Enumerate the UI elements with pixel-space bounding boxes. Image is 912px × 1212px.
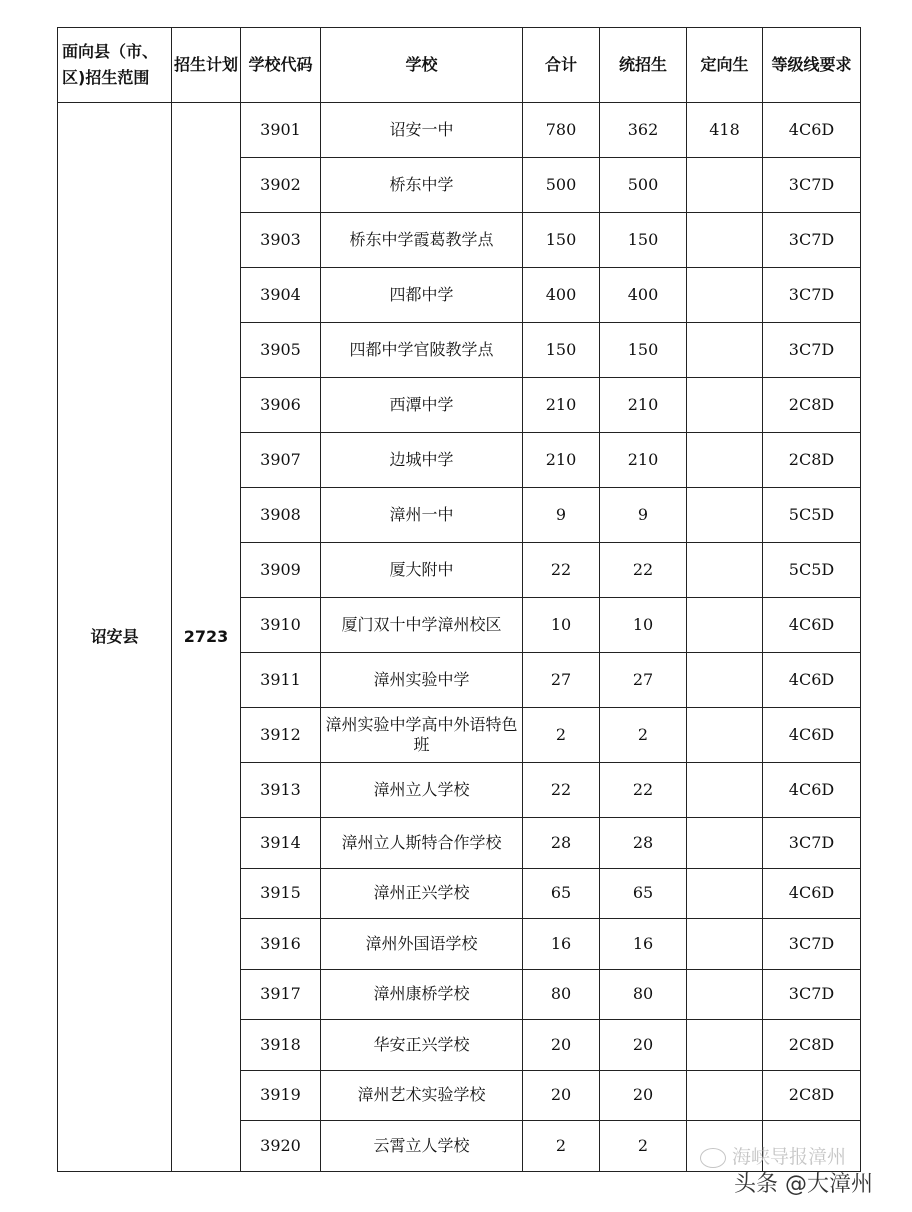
directed-cell (687, 868, 763, 919)
directed-cell (687, 378, 763, 433)
plan-cell: 2723 (172, 103, 241, 1172)
code-cell: 3904 (241, 268, 321, 323)
directed-cell (687, 488, 763, 543)
grade-cell: 3C7D (763, 213, 861, 268)
school-cell: 桥东中学 (321, 158, 523, 213)
total-cell: 80 (523, 969, 600, 1020)
school-cell: 桥东中学霞葛教学点 (321, 213, 523, 268)
code-cell: 3918 (241, 1020, 321, 1071)
header-grade: 等级线要求 (763, 28, 861, 103)
total-cell: 2 (523, 1121, 600, 1172)
unified-cell: 16 (600, 919, 687, 970)
grade-cell: 4C6D (763, 598, 861, 653)
table-row (58, 103, 861, 158)
unified-cell: 65 (600, 868, 687, 919)
school-cell: 边城中学 (321, 433, 523, 488)
directed-cell (687, 1020, 763, 1071)
directed-cell (687, 323, 763, 378)
watermark (700, 1146, 900, 1206)
code-cell: 3906 (241, 378, 321, 433)
wechat-icon (700, 1148, 726, 1168)
header-row (58, 28, 861, 103)
enrollment-table (57, 27, 861, 1172)
grade-cell: 4C6D (763, 868, 861, 919)
header-total: 合计 (523, 28, 600, 103)
grade-cell: 2C8D (763, 1070, 861, 1121)
directed-cell (687, 158, 763, 213)
directed-cell (687, 969, 763, 1020)
code-cell: 3909 (241, 543, 321, 598)
header-scope: 面向县（市、区)招生范围 (58, 28, 172, 103)
school-cell: 漳州艺术实验学校 (321, 1070, 523, 1121)
header-unified: 统招生 (600, 28, 687, 103)
grade-cell: 4C6D (763, 708, 861, 763)
grade-cell: 5C5D (763, 543, 861, 598)
code-cell: 3902 (241, 158, 321, 213)
directed-cell (687, 543, 763, 598)
total-cell: 210 (523, 433, 600, 488)
directed-cell (687, 818, 763, 869)
school-cell: 漳州立人斯特合作学校 (321, 818, 523, 869)
total-cell: 150 (523, 213, 600, 268)
grade-cell: 2C8D (763, 378, 861, 433)
watermark-front: 头条 @大漳州 (734, 1172, 873, 1197)
total-cell: 210 (523, 378, 600, 433)
unified-cell: 2 (600, 1121, 687, 1172)
school-cell: 诏安一中 (321, 103, 523, 158)
grade-cell: 5C5D (763, 488, 861, 543)
directed-cell (687, 1070, 763, 1121)
total-cell: 28 (523, 818, 600, 869)
grade-cell: 2C8D (763, 433, 861, 488)
unified-cell: 10 (600, 598, 687, 653)
grade-cell: 3C7D (763, 323, 861, 378)
grade-cell: 3C7D (763, 158, 861, 213)
total-cell: 16 (523, 919, 600, 970)
unified-cell: 22 (600, 543, 687, 598)
watermark-back: 海峡导报漳州 (732, 1146, 847, 1168)
code-cell: 3905 (241, 323, 321, 378)
directed-cell (687, 213, 763, 268)
grade-cell: 3C7D (763, 818, 861, 869)
school-cell: 漳州一中 (321, 488, 523, 543)
unified-cell: 150 (600, 323, 687, 378)
directed-cell (687, 598, 763, 653)
unified-cell: 210 (600, 433, 687, 488)
total-cell: 65 (523, 868, 600, 919)
unified-cell: 20 (600, 1020, 687, 1071)
total-cell: 400 (523, 268, 600, 323)
grade-cell: 3C7D (763, 919, 861, 970)
school-cell: 华安正兴学校 (321, 1020, 523, 1071)
header-directed: 定向生 (687, 28, 763, 103)
directed-cell (687, 268, 763, 323)
code-cell: 3908 (241, 488, 321, 543)
school-cell: 漳州康桥学校 (321, 969, 523, 1020)
school-cell: 四都中学官陂教学点 (321, 323, 523, 378)
code-cell: 3913 (241, 763, 321, 818)
header-school: 学校 (321, 28, 523, 103)
directed-cell (687, 653, 763, 708)
code-cell: 3901 (241, 103, 321, 158)
grade-cell: 4C6D (763, 763, 861, 818)
code-cell: 3914 (241, 818, 321, 869)
unified-cell: 500 (600, 158, 687, 213)
unified-cell: 20 (600, 1070, 687, 1121)
county-cell: 诏安县 (58, 103, 172, 1172)
school-cell: 厦大附中 (321, 543, 523, 598)
code-cell: 3919 (241, 1070, 321, 1121)
total-cell: 500 (523, 158, 600, 213)
total-cell: 27 (523, 653, 600, 708)
code-cell: 3917 (241, 969, 321, 1020)
directed-cell: 418 (687, 103, 763, 158)
grade-cell: 3C7D (763, 268, 861, 323)
school-cell: 漳州外国语学校 (321, 919, 523, 970)
school-cell: 漳州正兴学校 (321, 868, 523, 919)
grade-cell: 2C8D (763, 1020, 861, 1071)
directed-cell (687, 433, 763, 488)
code-cell: 3907 (241, 433, 321, 488)
school-cell: 漳州实验中学高中外语特色班 (321, 708, 523, 763)
unified-cell: 400 (600, 268, 687, 323)
school-cell: 西潭中学 (321, 378, 523, 433)
code-cell: 3910 (241, 598, 321, 653)
total-cell: 9 (523, 488, 600, 543)
unified-cell: 150 (600, 213, 687, 268)
code-cell: 3912 (241, 708, 321, 763)
total-cell: 20 (523, 1020, 600, 1071)
directed-cell (687, 708, 763, 763)
code-cell: 3916 (241, 919, 321, 970)
grade-cell: 3C7D (763, 969, 861, 1020)
directed-cell (687, 763, 763, 818)
header-plan: 招生计划 (172, 28, 241, 103)
directed-cell (687, 919, 763, 970)
grade-cell: 4C6D (763, 103, 861, 158)
code-cell: 3920 (241, 1121, 321, 1172)
unified-cell: 210 (600, 378, 687, 433)
total-cell: 22 (523, 763, 600, 818)
total-cell: 150 (523, 323, 600, 378)
school-cell: 云霄立人学校 (321, 1121, 523, 1172)
school-cell: 漳州立人学校 (321, 763, 523, 818)
code-cell: 3903 (241, 213, 321, 268)
school-cell: 厦门双十中学漳州校区 (321, 598, 523, 653)
total-cell: 10 (523, 598, 600, 653)
code-cell: 3915 (241, 868, 321, 919)
unified-cell: 80 (600, 969, 687, 1020)
header-code: 学校代码 (241, 28, 321, 103)
unified-cell: 28 (600, 818, 687, 869)
total-cell: 22 (523, 543, 600, 598)
total-cell: 780 (523, 103, 600, 158)
school-cell: 四都中学 (321, 268, 523, 323)
total-cell: 2 (523, 708, 600, 763)
grade-cell: 4C6D (763, 653, 861, 708)
school-cell: 漳州实验中学 (321, 653, 523, 708)
unified-cell: 22 (600, 763, 687, 818)
code-cell: 3911 (241, 653, 321, 708)
total-cell: 20 (523, 1070, 600, 1121)
unified-cell: 2 (600, 708, 687, 763)
unified-cell: 362 (600, 103, 687, 158)
unified-cell: 27 (600, 653, 687, 708)
unified-cell: 9 (600, 488, 687, 543)
